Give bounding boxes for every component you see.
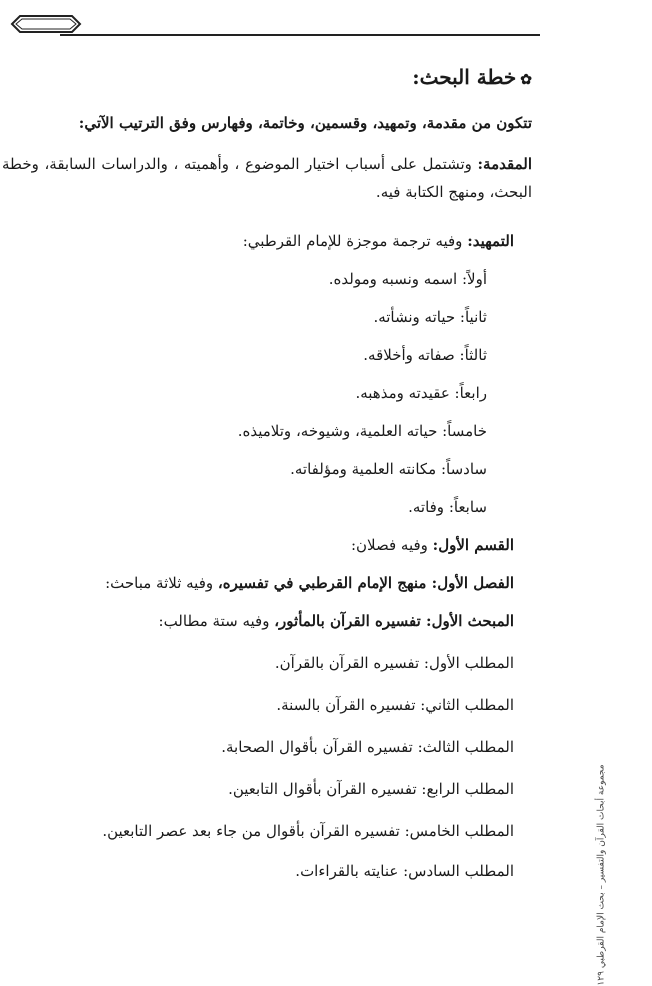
tamheed-item: رابعاً: عقيدته ومذهبه. — [355, 384, 487, 402]
section-title: ✿خطة البحث: — [412, 65, 532, 89]
qism1-line: القسم الأول: وفيه فصلان: — [350, 536, 514, 554]
matlab-item: المطلب الرابع: تفسيره القرآن بأقوال التابعين. — [228, 780, 514, 798]
side-note: مجموعة أبحاث القرآن والتفسير – بحث الإمام القرطبي ١٢٩ — [597, 764, 607, 986]
matlab-item: المطلب الأول: تفسيره القرآن بالقرآن. — [274, 654, 514, 672]
tamheed-item: خامساً: حياته العلمية، وشيوخه، وتلاميذه. — [237, 422, 487, 440]
fasl1-line: الفصل الأول: منهج الإمام القرطبي في تفسيره، وفيه ثلاثة مباحث: — [105, 574, 514, 592]
tamheed-item: سابعاً: وفاته. — [408, 498, 487, 516]
tamheed-item: أولاً: اسمه ونسبه ومولده. — [328, 270, 487, 288]
matlab-item: المطلب الثالث: تفسيره القرآن بأقوال الصحابة. — [221, 738, 514, 756]
intro-line: تتكون من مقدمة، وتمهيد، وقسمين، وخاتمة، وفهارس وفق الترتيب الآتي: — [78, 114, 532, 132]
tamheed-item: ثانياً: حياته ونشأته. — [373, 308, 487, 326]
mabhath1-line: المبحث الأول: تفسيره القرآن بالمأثور، وفيه ستة مطالب: — [158, 612, 514, 630]
matlab-item: المطلب السادس: عنايته بالقراءات. — [295, 862, 514, 880]
tamheed-line: التمهيد: وفيه ترجمة موجزة للإمام القرطبي: — [242, 232, 514, 250]
muqaddima-paragraph: المقدمة: وتشتمل على أسباب اختيار الموضوع ، وأهميته ، والدراسات السابقة، وخطة البحث، ومنهج الكتابة فيه. — [2, 155, 532, 201]
matlab-item: المطلب الخامس: تفسيره القرآن بأقوال من جاء بعد عصر التابعين. — [102, 822, 514, 840]
tamheed-item: سادساً: مكانته العلمية ومؤلفاته. — [290, 460, 487, 478]
matlab-item: المطلب الثاني: تفسيره القرآن بالسنة. — [276, 696, 514, 714]
flower-bullet-icon: ✿ — [520, 72, 532, 88]
tamheed-item: ثالثاً: صفاته وأخلاقه. — [363, 346, 487, 364]
